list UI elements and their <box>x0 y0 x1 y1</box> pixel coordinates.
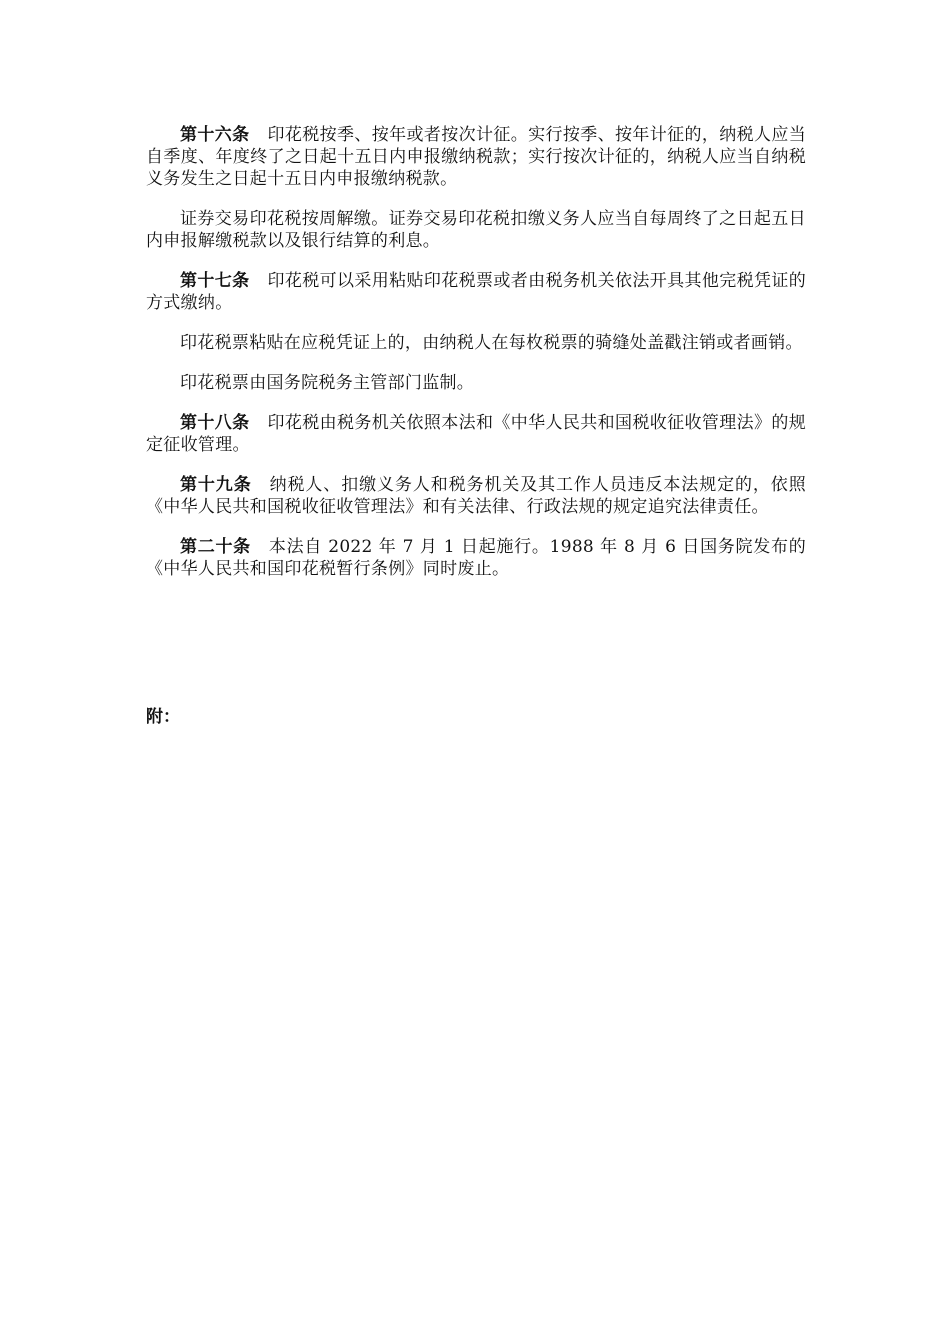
paragraph-text: 印花税票粘贴在应税凭证上的，由纳税人在每枚税票的骑缝处盖戳注销或者画销。 <box>180 333 803 353</box>
document-body <box>146 124 806 598</box>
paragraph-text: 印花税票由国务院税务主管部门监制。 <box>180 373 475 393</box>
paragraph-text: 印花税可以采用粘贴印花税票或者由税务机关依法开具其他完税凭证的方式缴纳。 <box>146 271 806 313</box>
article-heading: 第十七条 <box>180 271 250 291</box>
article-16-para-1 <box>146 124 806 190</box>
article-18-para-1 <box>146 412 806 456</box>
article-heading: 第二十条 <box>180 537 251 557</box>
article-heading: 第十六条 <box>180 125 250 145</box>
article-heading: 第十九条 <box>180 475 252 495</box>
article-heading: 第十八条 <box>180 413 250 433</box>
article-16-para-2 <box>146 208 806 252</box>
article-19-para-1 <box>146 474 806 518</box>
article-17-para-1 <box>146 270 806 314</box>
appendix-label: 附： <box>146 707 180 727</box>
paragraph-text: 印花税由税务机关依照本法和《中华人民共和国税收征收管理法》的规定征收管理。 <box>146 413 806 455</box>
article-17-para-3 <box>146 372 806 394</box>
paragraph-text: 证券交易印花税按周解缴。证券交易印花税扣缴义务人应当自每周终了之日起五日内申报解缴税款以及银行结算的利息。 <box>146 209 806 251</box>
paragraph-text: 本法自 2022 年 7 月 1 日起施行。1988 年 8 月 6 日国务院发布的《中华人民共和国印花税暂行条例》同时废止。 <box>146 537 806 579</box>
paragraph-text: 印花税按季、按年或者按次计征。实行按季、按年计征的，纳税人应当自季度、年度终了之日起十五日内申报缴纳税款；实行按次计征的，纳税人应当自纳税义务发生之日起十五日内申报缴纳税款。 <box>146 125 806 189</box>
article-17-para-2 <box>146 332 806 354</box>
paragraph-text: 纳税人、扣缴义务人和税务机关及其工作人员违反本法规定的，依照《中华人民共和国税收征收管理法》和有关法律、行政法规的规定追究法律责任。 <box>146 475 807 517</box>
article-20-para-1 <box>146 536 806 580</box>
